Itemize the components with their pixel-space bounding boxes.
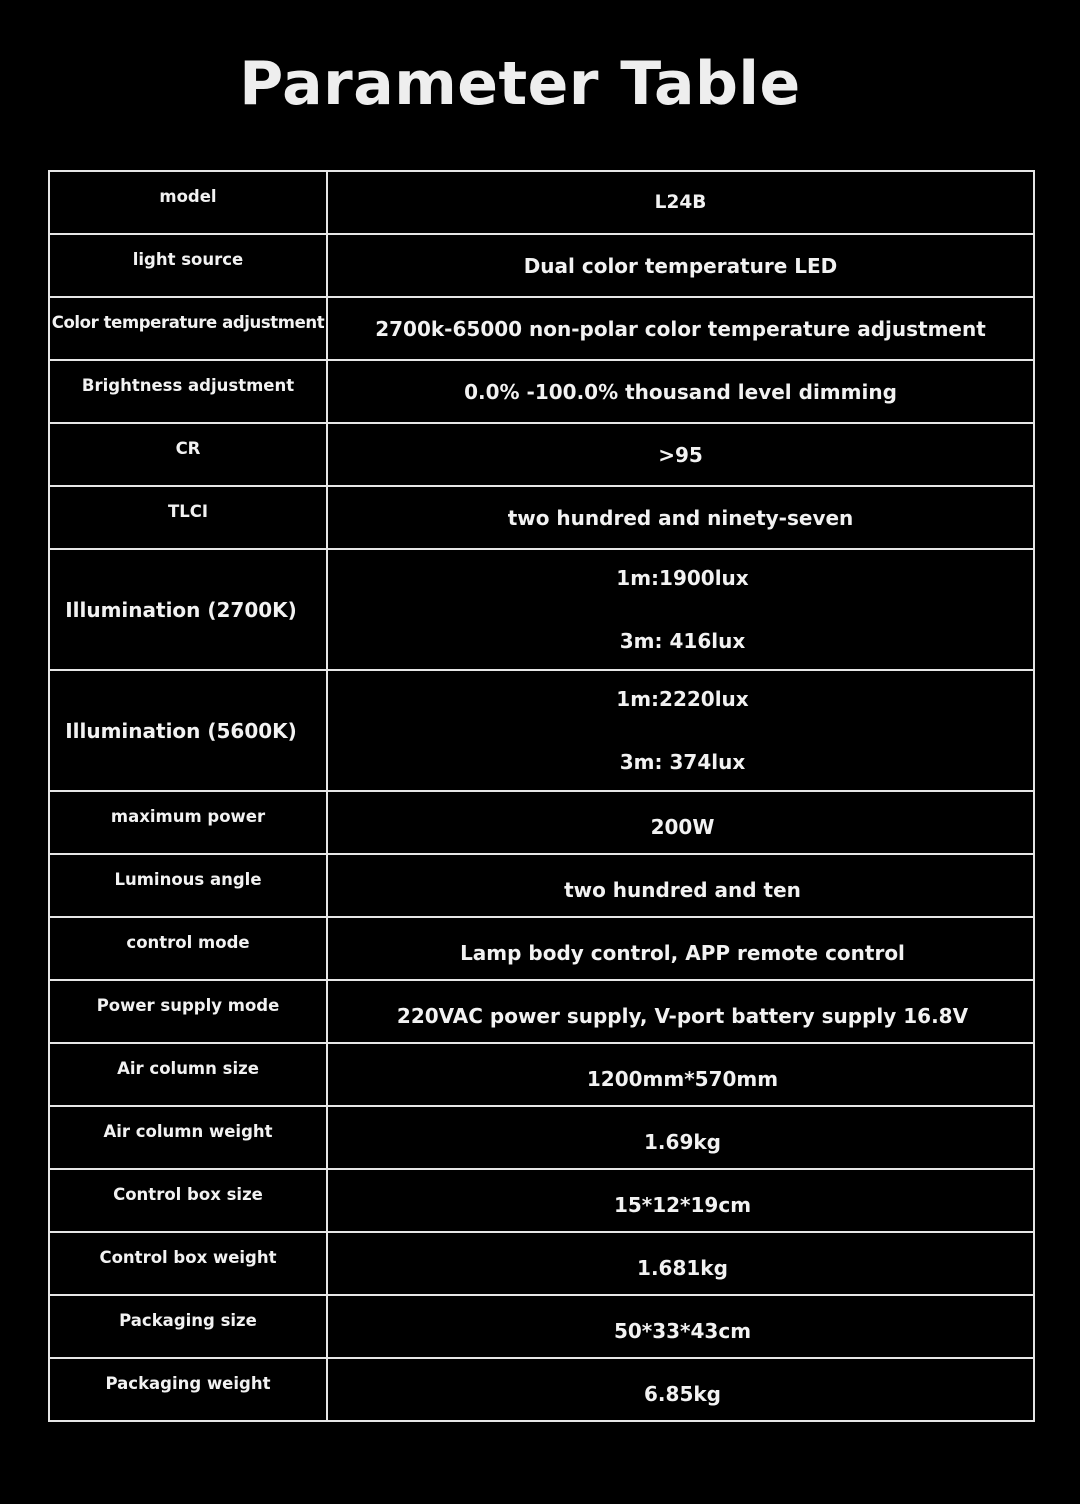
- row-label: Illumination (2700K): [65, 597, 297, 622]
- row-value-cell: [327, 1358, 1034, 1421]
- row-value-cell: [327, 1043, 1034, 1106]
- page-title: Parameter Table: [239, 49, 801, 119]
- row-value-cell: [327, 917, 1034, 980]
- row-value-cell: [327, 486, 1034, 549]
- row-value-cell: [327, 854, 1034, 917]
- row-label-cell: [49, 360, 327, 423]
- row-label: model: [159, 187, 217, 206]
- row-value-3m: 3m: 416lux: [619, 629, 746, 653]
- row-label: Brightness adjustment: [81, 376, 295, 395]
- row-label: maximum power: [110, 807, 266, 826]
- row-label-cell: [49, 980, 327, 1043]
- table-row-cr: [49, 423, 1034, 486]
- row-label: light source: [132, 250, 244, 269]
- row-label: control mode: [126, 933, 250, 952]
- row-value-cell: [327, 670, 1034, 791]
- row-value-cell: [327, 171, 1034, 234]
- parameter-table: [48, 170, 1035, 1422]
- table-row-brightness: [49, 360, 1034, 423]
- row-value-cell: [327, 297, 1034, 360]
- table-row-maximum-power: [49, 791, 1034, 854]
- table-row-air-column-weight: [49, 1106, 1034, 1169]
- row-label: Packaging size: [119, 1311, 257, 1330]
- table-row-illumination-2700k: [49, 549, 1034, 670]
- row-value-cell: [327, 980, 1034, 1043]
- row-value: 15*12*19cm: [613, 1193, 752, 1217]
- row-label-cell: [49, 791, 327, 854]
- row-label: Illumination (5600K): [65, 718, 297, 743]
- row-value-3m: 3m: 374lux: [619, 750, 746, 774]
- row-value-cell: [327, 1169, 1034, 1232]
- row-label-cell: [49, 1106, 327, 1169]
- row-label-cell: [49, 1169, 327, 1232]
- row-label-cell: [49, 486, 327, 549]
- row-label-cell: [49, 1358, 327, 1421]
- row-value-1m: 1m:1900lux: [616, 566, 749, 590]
- table-row-luminous-angle: [49, 854, 1034, 917]
- row-value: two hundred and ninety-seven: [507, 505, 854, 530]
- row-label-cell: [49, 234, 327, 297]
- row-label-cell: [49, 1043, 327, 1106]
- row-label: Control box size: [113, 1185, 263, 1204]
- table-row-control-mode: [49, 917, 1034, 980]
- table-row-tlci: [49, 486, 1034, 549]
- row-value-cell: [327, 423, 1034, 486]
- row-value: L24B: [654, 191, 707, 213]
- row-value: Dual color temperature LED: [523, 253, 838, 278]
- row-value: 1.681kg: [637, 1256, 728, 1280]
- row-value: 220VAC power supply, V-port battery supply 16.8V: [396, 1004, 969, 1028]
- row-value-cell: [327, 791, 1034, 854]
- row-label: TLCI: [167, 502, 209, 521]
- row-value-cell: [327, 549, 1034, 670]
- row-value-cell: [327, 1232, 1034, 1295]
- row-value: 1.69kg: [644, 1130, 721, 1154]
- row-label-cell: [49, 670, 327, 791]
- row-value-cell: [327, 360, 1034, 423]
- table-row-packaging-weight: [49, 1358, 1034, 1421]
- row-value-1m: 1m:2220lux: [616, 687, 749, 711]
- table-row-light-source: [49, 234, 1034, 297]
- table-row-color-temperature: [49, 297, 1034, 360]
- row-value: 200W: [650, 815, 715, 839]
- row-label: CR: [175, 439, 201, 458]
- row-label-cell: [49, 297, 327, 360]
- row-label-cell: [49, 1295, 327, 1358]
- row-value: two hundred and ten: [564, 878, 801, 902]
- row-value: >95: [658, 442, 703, 467]
- row-label: Luminous angle: [114, 870, 262, 889]
- row-label-cell: [49, 917, 327, 980]
- table-row-model: [49, 171, 1034, 234]
- row-label: Color temperature adjustment: [51, 313, 325, 332]
- row-value: 2700k-65000 non-polar color temperature adjustment: [375, 316, 986, 341]
- table-row-power-supply-mode: [49, 980, 1034, 1043]
- table-row-illumination-5600k: [49, 670, 1034, 791]
- row-value: 50*33*43cm: [613, 1319, 752, 1343]
- row-label: Power supply mode: [96, 996, 280, 1015]
- row-value: 1200mm*570mm: [586, 1067, 779, 1091]
- row-value-cell: [327, 1295, 1034, 1358]
- row-label-cell: [49, 171, 327, 234]
- row-label-cell: [49, 549, 327, 670]
- row-value-cell: [327, 1106, 1034, 1169]
- table-row-air-column-size: [49, 1043, 1034, 1106]
- row-label-cell: [49, 423, 327, 486]
- row-label: Air column weight: [103, 1122, 273, 1141]
- row-value-cell: [327, 234, 1034, 297]
- row-value: 0.0% -100.0% thousand level dimming: [464, 379, 897, 404]
- row-value: 6.85kg: [644, 1382, 721, 1406]
- row-label-cell: [49, 854, 327, 917]
- table-row-packaging-size: [49, 1295, 1034, 1358]
- row-value: Lamp body control, APP remote control: [460, 941, 905, 965]
- row-label: Control box weight: [99, 1248, 277, 1267]
- row-label: Air column size: [117, 1059, 259, 1078]
- table-row-control-box-size: [49, 1169, 1034, 1232]
- row-label: Packaging weight: [105, 1374, 271, 1393]
- row-label-cell: [49, 1232, 327, 1295]
- table-row-control-box-weight: [49, 1232, 1034, 1295]
